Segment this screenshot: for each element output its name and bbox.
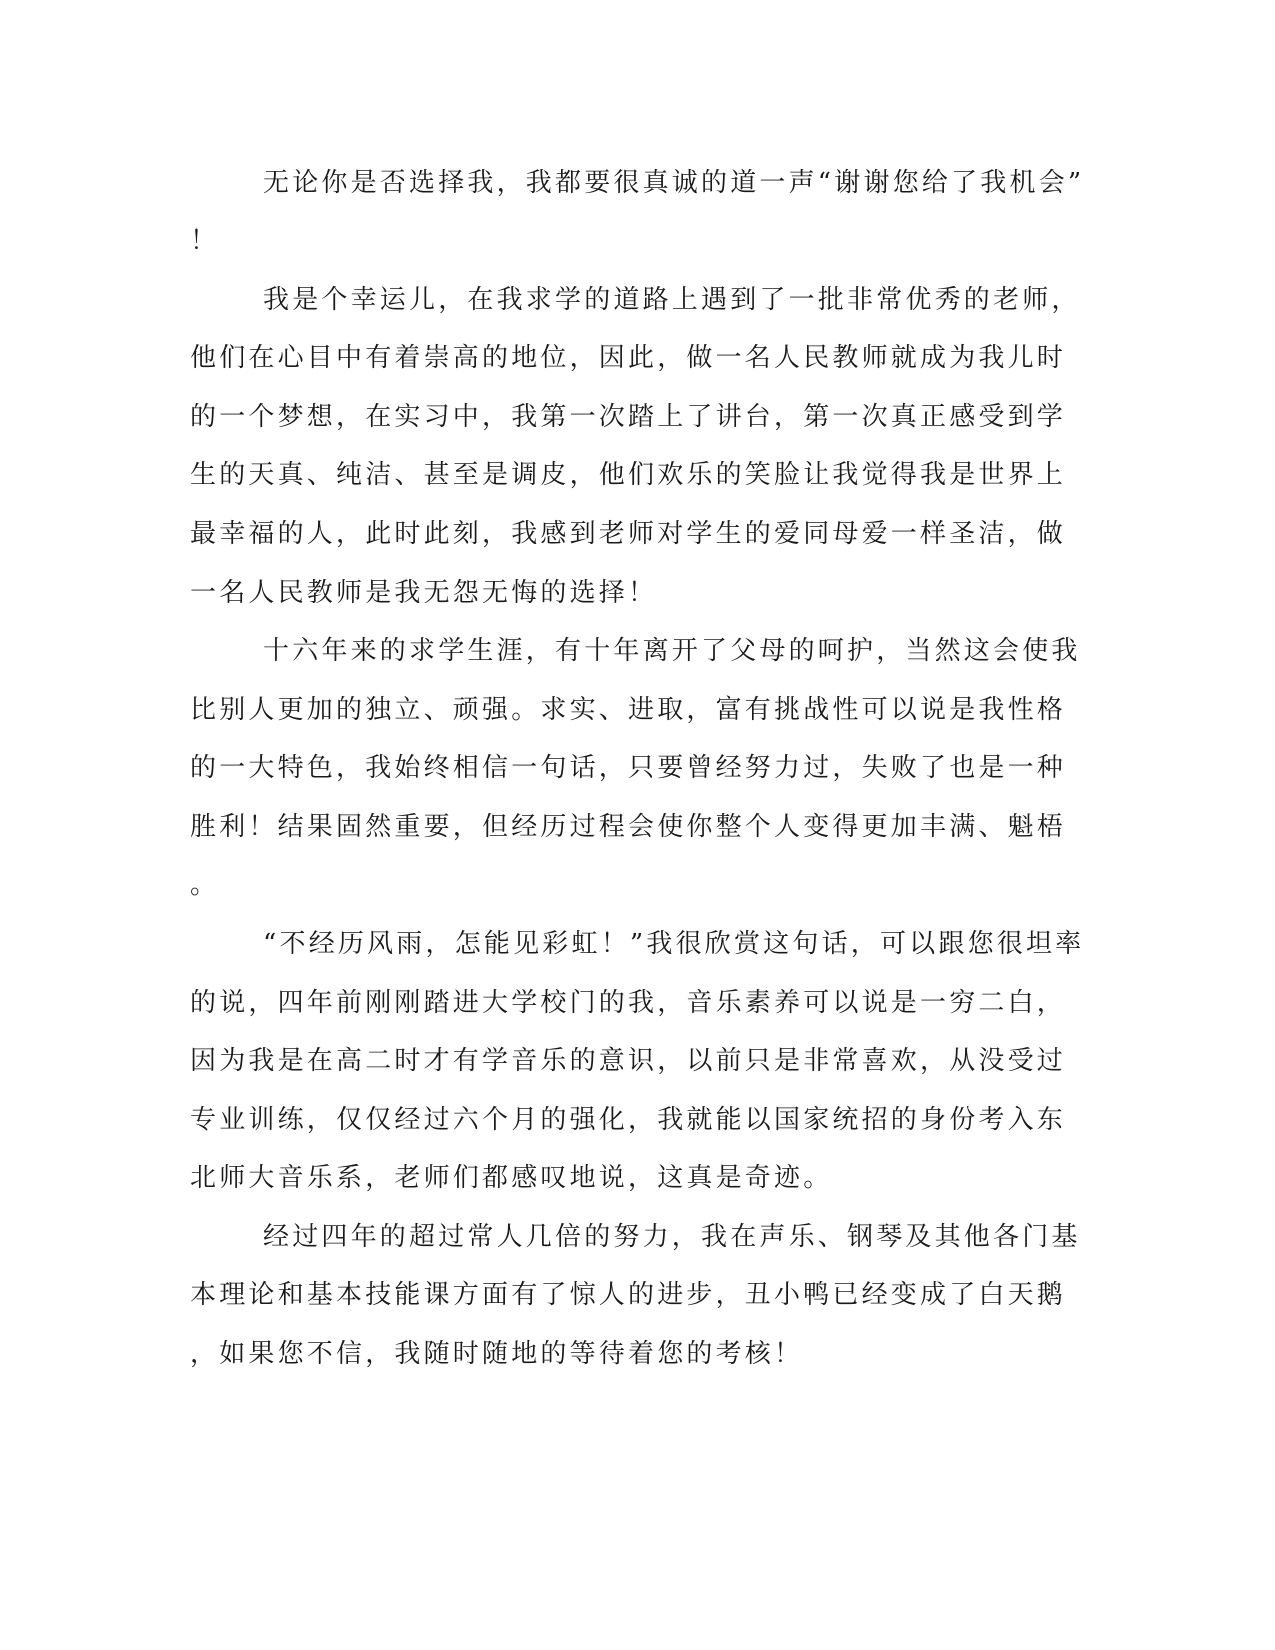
text-line: 胜利！结果固然重要，但经历过程会使你整个人变得更加丰满、魁梧: [190, 812, 1067, 842]
text-line: 最幸福的人，此时此刻，我感到老师对学生的爱同母爱一样圣洁，做: [190, 519, 1067, 549]
text-line: 的一大特色，我始终相信一句话，只要曾经努力过，失败了也是一种: [190, 753, 1067, 783]
text-line: 因为我是在高二时才有学音乐的意识，以前只是非常喜欢，从没受过: [190, 1046, 1067, 1076]
text-line: 本理论和基本技能课方面有了惊人的进步，丑小鸭已经变成了白天鹅: [190, 1280, 1067, 1310]
text-line: 北师大音乐系，老师们都感叹地说，这真是奇迹。: [190, 1163, 833, 1193]
text-line: 比别人更加的独立、顽强。求实、进取，富有挑战性可以说是我性格: [190, 695, 1067, 725]
text-line: 他们在心目中有着崇高的地位，因此，做一名人民教师就成为我儿时: [190, 343, 1067, 373]
text-line: 无论你是否选择我，我都要很真诚的道一声“谢谢您给了我机会”: [263, 168, 1085, 198]
text-line: 我是个幸运儿，在我求学的道路上遇到了一批非常优秀的老师，: [263, 285, 1081, 315]
text-line: 一名人民教师是我无怨无悔的选择！: [190, 578, 658, 608]
text-line: 十六年来的求学生涯，有十年离开了父母的呵护，当然这会使我: [263, 636, 1081, 666]
text-line: 生的天真、纯洁、甚至是调皮，他们欢乐的笑脸让我觉得我是世界上: [190, 460, 1067, 490]
text-line: ！: [190, 226, 220, 256]
text-line: 的说，四年前刚刚踏进大学校门的我，音乐素养可以说是一穷二白，: [190, 988, 1067, 1018]
text-line: 专业训练，仅仅经过六个月的强化，我就能以国家统招的身份考入东: [190, 1105, 1067, 1135]
text-line: 。: [190, 870, 220, 900]
text-line: 经过四年的超过常人几倍的努力，我在声乐、钢琴及其他各门基: [263, 1222, 1081, 1252]
text-line: 的一个梦想，在实习中，我第一次踏上了讲台，第一次真正感受到学: [190, 402, 1067, 432]
text-line: ，如果您不信，我随时随地的等待着您的考核！: [190, 1339, 804, 1369]
text-line: “不经历风雨，怎能见彩虹！”我很欣赏这句话，可以跟您很坦率: [263, 929, 1085, 959]
